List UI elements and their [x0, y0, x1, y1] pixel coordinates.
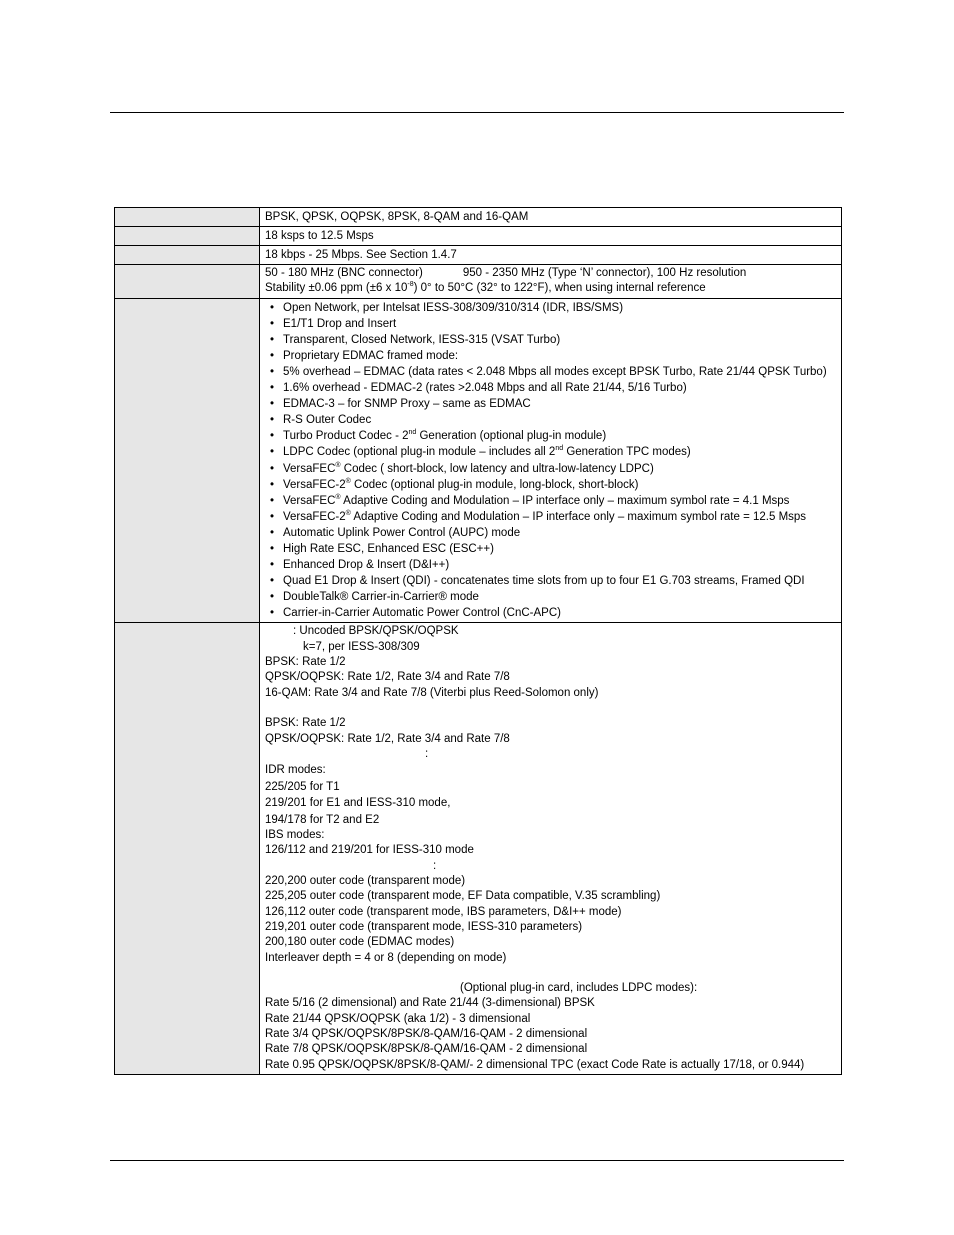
fec-line: 220,200 outer code (transparent mode)	[265, 875, 466, 888]
table-row	[115, 298, 842, 623]
row-label	[115, 298, 260, 623]
fec-value	[260, 623, 842, 1074]
fec-line: 219/201 for E1 and IESS-310 mode,	[265, 797, 451, 810]
fec-line: 126,112 outer code (transparent mode, IBS parameters, D&I++ mode)	[265, 905, 622, 918]
operating-modes-list	[265, 300, 837, 622]
fec-line: 225/205 for T1	[265, 780, 340, 793]
frequency-value	[260, 265, 842, 299]
fec-line: :	[433, 859, 437, 872]
list-item: • VersaFEC® Codec ( short-block, low latency and ultra-low-latency LDPC)	[283, 461, 837, 477]
list-item: • Turbo Product Codec - 2nd Generation (optional plug-in module)	[283, 428, 837, 444]
list-item: • E1/T1 Drop and Insert	[283, 316, 837, 332]
fec-line: Rate 5/16 (2 dimensional) and Rate 21/44 (3-dimensional) BPSK	[265, 997, 595, 1010]
fec-line: 194/178 for T2 and E2	[265, 813, 380, 826]
symbol-rate-value: 18 ksps to 12.5 Msps	[260, 227, 842, 246]
row-label	[115, 265, 260, 299]
frequency-range-line: 50 - 180 MHz (BNC connector) 950 - 2350 MHz (Type ‘N’ connector), 100 Hz resolution	[265, 267, 747, 279]
list-item: • Proprietary EDMAC framed mode:	[283, 348, 837, 364]
list-item: • VersaFEC-2® Adaptive Coding and Modulation – IP interface only – maximum symbol rate = 12.5 Msps	[283, 509, 837, 525]
table-row	[115, 246, 842, 265]
row-label	[115, 227, 260, 246]
fec-line: Rate 0.95 QPSK/OQPSK/8PSK/8-QAM/- 2 dimensional TPC (exact Code Rate is actually 17/18, or 0.944)	[265, 1058, 805, 1071]
fec-line: :	[425, 747, 429, 760]
row-label	[115, 623, 260, 1074]
list-item: • R-S Outer Codec	[283, 412, 837, 428]
fec-line: 126/112 and 219/201 for IESS-310 mode	[265, 844, 474, 857]
footer-rule	[110, 1160, 844, 1161]
fec-line: BPSK: Rate 1/2	[265, 656, 346, 669]
list-item: • Automatic Uplink Power Control (AUPC) mode	[283, 525, 837, 541]
fec-line: Rate 21/44 QPSK/OQPSK (aka 1/2) - 3 dimensional	[265, 1012, 531, 1025]
specification-table	[114, 207, 842, 1075]
frequency-stability-line: Stability ±0.06 ppm (±6 x $10^{-8}$) 0° to 50°C (32° to 122°F), when using internal reference	[265, 281, 706, 295]
list-item: • LDPC Codec (optional plug-in module – includes all 2nd Generation TPC modes)	[283, 444, 837, 460]
table-row	[115, 208, 842, 227]
row-label	[115, 208, 260, 227]
fec-line: BPSK: Rate 1/2	[265, 717, 346, 730]
spacer	[265, 966, 837, 981]
list-item: • 5% overhead – EDMAC (data rates < 2.048 Mbps all modes except BPSK Turbo, Rate 21/44 QPSK Turbo)	[283, 364, 837, 380]
list-item: • Enhanced Drop & Insert (D&I++)	[283, 557, 837, 573]
fec-line: 16-QAM: Rate 3/4 and Rate 7/8 (Viterbi plus Reed-Solomon only)	[265, 686, 599, 699]
list-item: • 1.6% overhead - EDMAC-2 (rates >2.048 Mbps and all Rate 21/44, 5/16 Turbo)	[283, 380, 837, 396]
fec-line: IBS modes:	[265, 829, 325, 842]
list-item: • Carrier-in-Carrier Automatic Power Control (CnC-APC)	[283, 605, 837, 621]
table-row	[115, 623, 842, 1074]
fec-line: IDR modes:	[265, 764, 326, 777]
modulation-value: BPSK, QPSK, OQPSK, 8PSK, 8-QAM and 16-QAM	[260, 208, 842, 227]
data-rate-value: 18 kbps - 25 Mbps. See Section 1.4.7	[260, 246, 842, 265]
row-label	[115, 246, 260, 265]
fec-line: 225,205 outer code (transparent mode, EF Data compatible, V.35 scrambling)	[265, 890, 661, 903]
list-item: • Open Network, per Intelsat IESS-308/309/310/314 (IDR, IBS/SMS)	[283, 300, 837, 316]
fec-line: 219,201 outer code (transparent mode, IESS-310 parameters)	[265, 920, 583, 933]
list-item: • VersaFEC-2® Codec (optional plug-in module, long-block, short-block)	[283, 477, 837, 493]
operating-modes-value	[260, 298, 842, 623]
table-row	[115, 227, 842, 246]
table-row	[115, 265, 842, 299]
list-item: • EDMAC-3 – for SNMP Proxy – same as EDMAC	[283, 396, 837, 412]
list-item: • High Rate ESC, Enhanced ESC (ESC++)	[283, 541, 837, 557]
fec-line: Rate 7/8 QPSK/OQPSK/8PSK/8-QAM/16-QAM - 2 dimensional	[265, 1043, 588, 1056]
fec-line: Interleaver depth = 4 or 8 (depending on mode)	[265, 951, 507, 964]
fec-line: k=7, per IESS-308/309	[303, 640, 420, 653]
header-rule	[110, 112, 844, 113]
list-item: • DoubleTalk® Carrier-in-Carrier® mode	[283, 589, 837, 605]
fec-line: 200,180 outer code (EDMAC modes)	[265, 936, 455, 949]
spacer	[265, 701, 837, 716]
fec-line: QPSK/OQPSK: Rate 1/2, Rate 3/4 and Rate 7/8	[265, 671, 510, 684]
fec-line: QPSK/OQPSK: Rate 1/2, Rate 3/4 and Rate 7/8	[265, 732, 510, 745]
list-item: • Transparent, Closed Network, IESS-315 (VSAT Turbo)	[283, 332, 837, 348]
list-item: • VersaFEC® Adaptive Coding and Modulation – IP interface only – maximum symbol rate = 4.1 Msps	[283, 493, 837, 509]
fec-line: (Optional plug-in card, includes LDPC modes):	[460, 982, 698, 995]
fec-line: : Uncoded BPSK/QPSK/OQPSK	[293, 625, 459, 638]
fec-line: Rate 3/4 QPSK/OQPSK/8PSK/8-QAM/16-QAM - 2 dimensional	[265, 1028, 588, 1040]
list-item: • Quad E1 Drop & Insert (QDI) - concatenates time slots from up to four E1 G.703 streams, Framed QDI	[283, 573, 837, 589]
